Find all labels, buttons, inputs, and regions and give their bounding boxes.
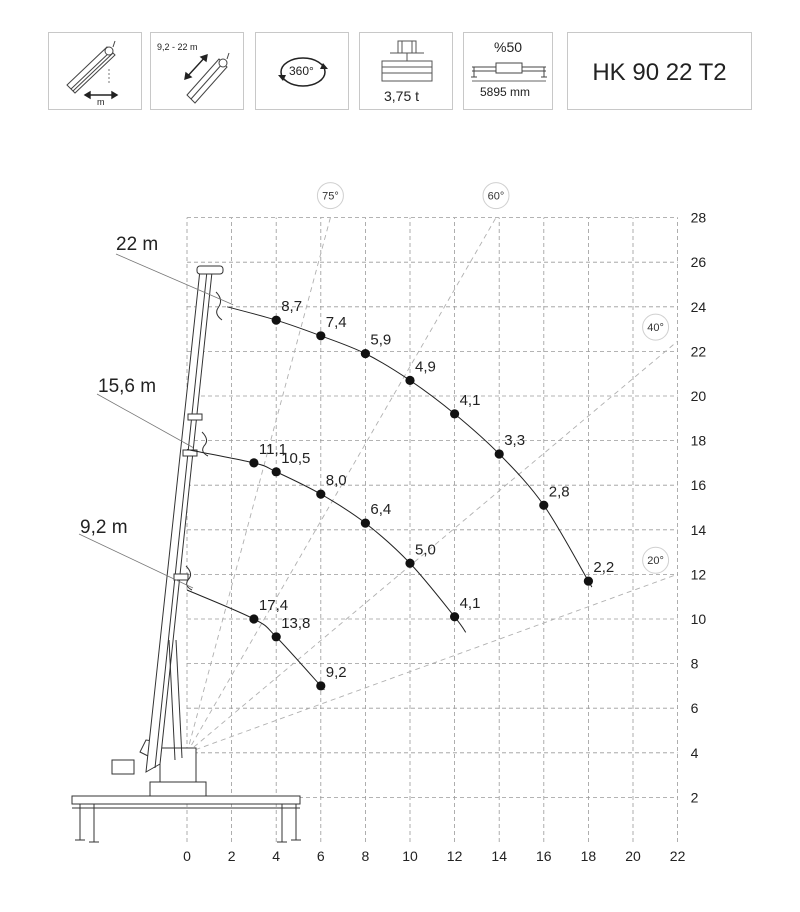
load-value-label: 6,4 (370, 501, 392, 519)
y-tick-label: 12 (690, 566, 707, 583)
load-point (495, 449, 504, 458)
extension-range: 9,2 - 22 m (157, 42, 198, 52)
load-value-label: 10,5 (281, 449, 311, 467)
angle-guides (187, 183, 678, 753)
load-value-label: 4,1 (459, 391, 481, 409)
load-point (272, 632, 281, 641)
x-tick-label: 14 (491, 848, 507, 864)
chart-grid (187, 218, 678, 842)
reach-unit: m (97, 97, 105, 107)
load-point (405, 376, 414, 385)
y-tick-label: 26 (690, 254, 707, 271)
x-tick-label: 16 (536, 848, 552, 864)
y-tick-label: 8 (690, 655, 699, 672)
angle-label: 75° (322, 190, 339, 203)
angle-label: 60° (487, 190, 505, 203)
crane-cylinder (169, 640, 175, 760)
load-value-label: 4,1 (459, 594, 481, 612)
y-tick-label: 6 (690, 700, 699, 717)
boom-length-label: 9,2 m (80, 517, 128, 538)
x-tick-label: 6 (316, 848, 325, 864)
x-tick-label: 10 (402, 848, 418, 864)
y-tick-label: 20 (690, 388, 707, 404)
load-curves (187, 298, 614, 690)
load-point (584, 576, 593, 585)
outrigger-width: 5895 mm (480, 85, 531, 99)
load-point (450, 612, 459, 621)
load-value-label: 9,2 (325, 663, 347, 681)
load-value-label: 17,4 (258, 597, 289, 614)
load-point (249, 458, 258, 467)
load-value-label: 8,0 (325, 472, 347, 490)
load-value-label: 7,4 (325, 313, 347, 331)
outrigger-percent: %50 (494, 39, 523, 55)
load-point (316, 331, 325, 340)
y-tick-label: 28 (690, 209, 707, 226)
y-tick-label: 24 (690, 298, 707, 315)
load-value-label: 13,8 (281, 614, 311, 632)
load-value-label: 5,9 (370, 331, 392, 349)
load-point (316, 490, 325, 499)
load-value-label: 11,1 (258, 440, 287, 458)
load-curve (187, 590, 324, 690)
load-point (361, 349, 370, 358)
x-tick-label: 20 (625, 848, 641, 864)
load-value-label: 2,2 (593, 559, 615, 577)
load-value-label: 2,8 (548, 483, 570, 501)
y-tick-label: 14 (690, 521, 707, 538)
boom-length-leader (97, 394, 193, 448)
crane-turret (160, 748, 196, 782)
boom-length-label: 22 m (116, 234, 159, 255)
crane-drawing (72, 266, 301, 842)
load-value-label: 3,3 (504, 431, 526, 449)
capacity-label: 3,75 t (384, 88, 420, 104)
load-value-label: 4,9 (415, 358, 436, 376)
load-value-label: 5,0 (415, 541, 436, 559)
y-tick-label: 2 (690, 789, 699, 806)
boom-length-label: 15,6 m (98, 376, 157, 397)
crane-base (150, 782, 206, 796)
load-point (405, 559, 414, 568)
y-tick-label: 22 (690, 343, 707, 360)
x-tick-label: 0 (183, 848, 191, 864)
x-tick-label: 18 (580, 848, 597, 864)
angle-label: 20° (647, 555, 664, 568)
load-point (539, 501, 548, 510)
load-point (272, 467, 281, 476)
load-point (361, 519, 370, 528)
crane-boom-joint (174, 574, 188, 580)
y-tick-label: 18 (690, 432, 707, 449)
boom-length-leader (116, 254, 233, 305)
x-tick-label: 22 (669, 848, 686, 864)
y-tick-label: 10 (690, 611, 707, 627)
y-tick-label: 16 (690, 477, 707, 494)
crane-boom-head (197, 266, 223, 274)
crane-winch (112, 760, 134, 774)
x-tick-label: 2 (227, 848, 236, 864)
y-tick-label: 4 (690, 744, 699, 761)
load-point (316, 681, 325, 690)
load-point (450, 409, 459, 418)
x-tick-label: 4 (272, 848, 281, 864)
load-point (272, 316, 281, 325)
load-point (249, 614, 258, 623)
model-name: HK 90 22 T2 (592, 59, 727, 86)
crane-outrigger-beam (72, 796, 300, 804)
x-tick-label: 12 (446, 848, 463, 864)
crane-boom-joint (188, 414, 202, 420)
rotation-label: 360° (289, 64, 314, 78)
crane-hook (216, 292, 222, 320)
load-value-label: 8,7 (281, 298, 303, 316)
crane-boom-inner-line (155, 271, 207, 768)
x-tick-label: 8 (361, 848, 370, 864)
crane-cylinder (176, 640, 182, 758)
angle-label: 40° (647, 322, 664, 335)
